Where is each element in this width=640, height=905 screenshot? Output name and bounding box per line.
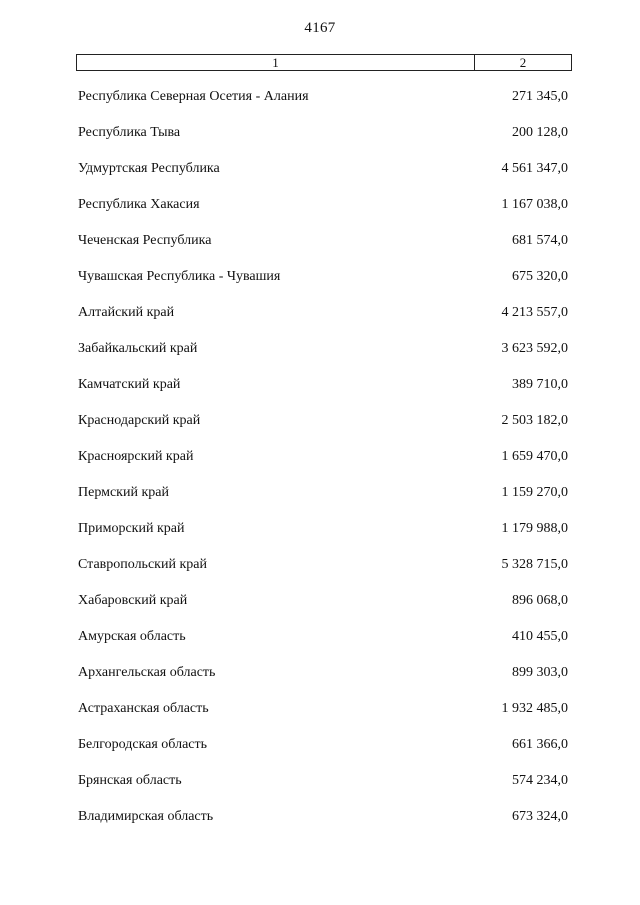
region-value: 1 159 270,0 <box>501 485 568 500</box>
region-value: 574 234,0 <box>512 773 568 788</box>
table-body <box>78 88 568 844</box>
region-name: Пермский край <box>78 485 169 500</box>
region-name: Амурская область <box>78 629 186 644</box>
region-value: 1 932 485,0 <box>501 701 568 716</box>
table-row <box>78 160 568 196</box>
table-row <box>78 736 568 772</box>
page-number: 4167 <box>304 20 336 36</box>
table-row <box>78 232 568 268</box>
region-name: Камчатский край <box>78 377 181 392</box>
region-name: Забайкальский край <box>78 341 198 356</box>
column-header-2: 2 <box>519 55 527 70</box>
region-value: 1 167 038,0 <box>501 197 568 212</box>
region-value: 661 366,0 <box>512 737 568 752</box>
region-value: 410 455,0 <box>512 629 568 644</box>
table-row <box>78 484 568 520</box>
region-value: 200 128,0 <box>512 125 568 140</box>
table-row <box>78 340 568 376</box>
region-name: Архангельская область <box>78 665 216 680</box>
table-row <box>78 376 568 412</box>
table-row <box>78 304 568 340</box>
region-value: 271 345,0 <box>512 89 568 104</box>
region-name: Хабаровский край <box>78 593 188 608</box>
table-row <box>78 448 568 484</box>
region-value: 681 574,0 <box>512 233 568 248</box>
region-name: Астраханская область <box>78 701 209 716</box>
table-row <box>78 772 568 808</box>
region-value: 899 303,0 <box>512 665 568 680</box>
table-row <box>78 412 568 448</box>
region-name: Белгородская область <box>78 737 208 752</box>
region-value: 5 328 715,0 <box>501 557 568 572</box>
table-row <box>78 196 568 232</box>
table-row <box>78 88 568 124</box>
table-row <box>78 664 568 700</box>
table-row <box>78 808 568 844</box>
table-row <box>78 520 568 556</box>
region-value: 673 324,0 <box>512 809 568 824</box>
region-name: Приморский край <box>78 521 185 536</box>
region-name: Брянская область <box>78 773 182 788</box>
table-row <box>78 628 568 664</box>
region-value: 389 710,0 <box>512 377 568 392</box>
region-value: 4 561 347,0 <box>501 161 568 176</box>
region-name: Республика Тыва <box>78 125 181 140</box>
region-name: Удмуртская Республика <box>78 161 220 176</box>
region-name: Алтайский край <box>78 305 175 320</box>
region-name: Ставропольский край <box>78 557 207 572</box>
table-row <box>78 556 568 592</box>
region-value: 1 659 470,0 <box>501 449 568 464</box>
region-name: Красноярский край <box>78 449 194 464</box>
region-value: 4 213 557,0 <box>501 305 568 320</box>
table-row <box>78 592 568 628</box>
region-value: 2 503 182,0 <box>501 413 568 428</box>
region-name: Республика Северная Осетия - Алания <box>78 89 309 104</box>
region-name: Краснодарский край <box>78 413 201 428</box>
region-value: 896 068,0 <box>512 593 568 608</box>
column-header-1: 1 <box>77 55 475 70</box>
region-value: 1 179 988,0 <box>501 521 568 536</box>
region-value: 3 623 592,0 <box>501 341 568 356</box>
table-row <box>78 124 568 160</box>
table-row <box>78 268 568 304</box>
region-name: Чувашская Республика - Чувашия <box>78 269 281 284</box>
region-name: Владимирская область <box>78 809 214 824</box>
region-name: Чеченская Республика <box>78 233 212 248</box>
table-header <box>76 54 572 71</box>
region-value: 675 320,0 <box>512 269 568 284</box>
region-name: Республика Хакасия <box>78 197 200 212</box>
table-row <box>78 700 568 736</box>
